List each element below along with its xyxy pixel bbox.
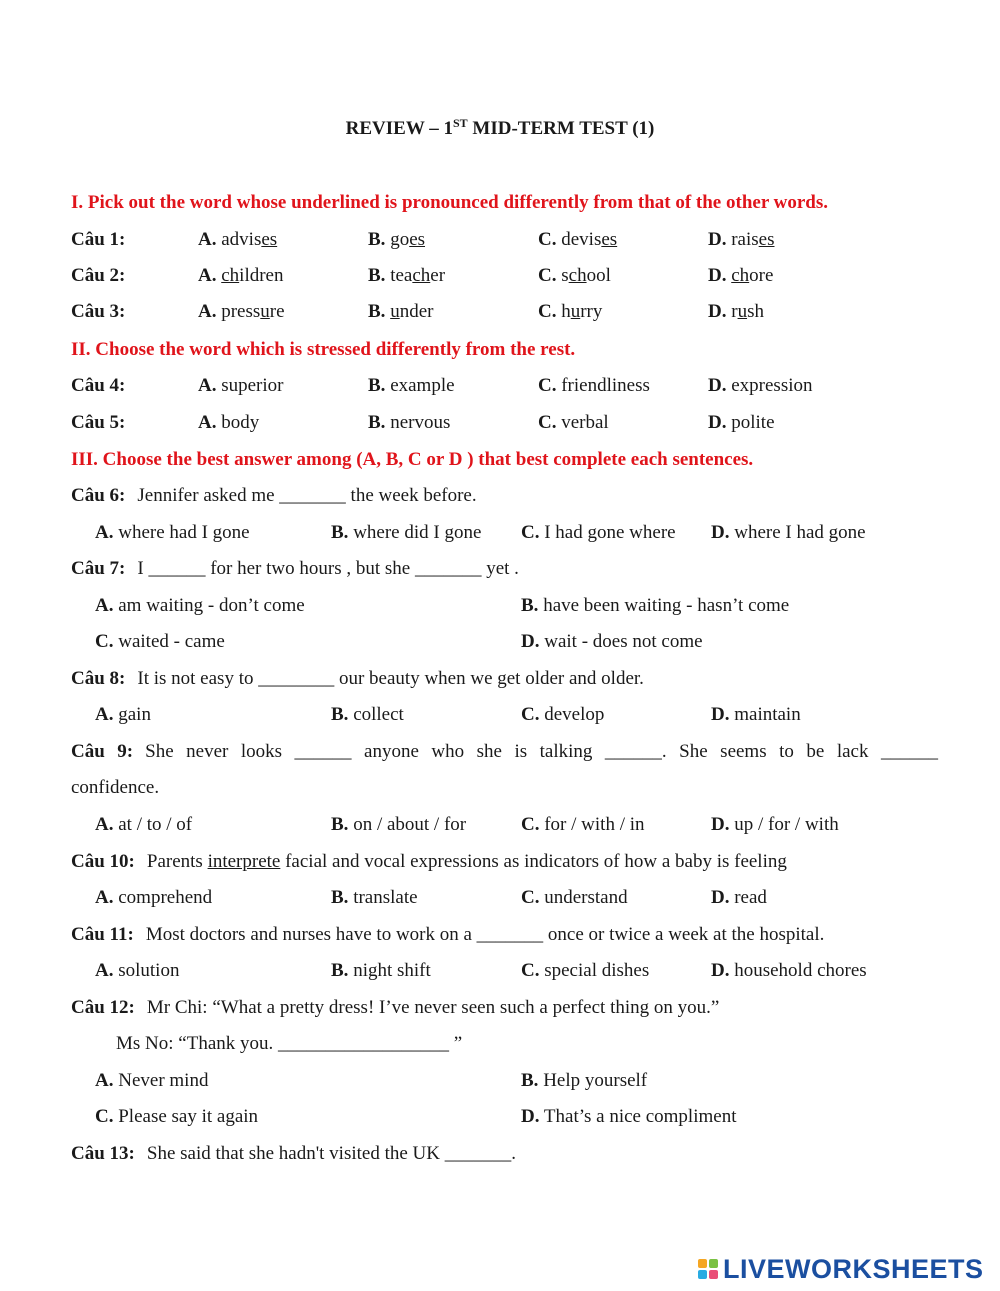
option-d[interactable]: D. maintain [711, 704, 801, 725]
option-b[interactable]: B. under [368, 301, 434, 322]
question-6: Câu 6: Jennifer asked me _______ the week before. [71, 485, 477, 506]
option-b[interactable]: B. on / about / for [331, 814, 467, 835]
option-c[interactable]: C. friendliness [538, 375, 650, 396]
question-8: Câu 8: It is not easy to ________ our beauty when we get older and older. [71, 668, 644, 689]
option-a[interactable]: A. pressure [198, 301, 285, 322]
logo-icon [698, 1259, 718, 1279]
option-d[interactable]: D. chore [708, 265, 774, 286]
question-12: Câu 12: Mr Chi: “What a pretty dress! I’ve never seen such a perfect thing on you.” [71, 997, 720, 1018]
option-a[interactable]: A. solution [95, 960, 180, 981]
question-label: Câu 2: [71, 265, 126, 286]
option-c[interactable]: C. I had gone where [521, 522, 676, 543]
option-c[interactable]: C. Please say it again [95, 1106, 259, 1127]
option-d[interactable]: D. rush [708, 301, 764, 322]
option-d[interactable]: D. up / for / with [711, 814, 839, 835]
question-13: Câu 13: She said that she hadn't visited the UK _______. [71, 1143, 517, 1164]
question-11: Câu 11: Most doctors and nurses have to work on a _______ once or twice a week at the hospital. [71, 924, 825, 945]
option-d[interactable]: D. polite [708, 412, 775, 433]
option-d[interactable]: D. wait - does not come [521, 631, 703, 652]
section-3-heading: III. Choose the best answer among (A, B, C or D ) that best complete each sentences. [71, 449, 754, 470]
option-d[interactable]: D. expression [708, 375, 813, 396]
option-a[interactable]: A. at / to / of [95, 814, 193, 835]
question-9-continued: confidence. [71, 777, 160, 798]
question-label: Câu 1: [71, 229, 126, 250]
option-c[interactable]: C. special dishes [521, 960, 650, 981]
option-b[interactable]: B. example [368, 375, 455, 396]
option-a[interactable]: A. where had I gone [95, 522, 250, 543]
option-d[interactable]: D. household chores [711, 960, 867, 981]
option-a[interactable]: A. body [198, 412, 260, 433]
option-c[interactable]: C. understand [521, 887, 628, 908]
option-a[interactable]: A. gain [95, 704, 151, 725]
option-b[interactable]: B. teacher [368, 265, 446, 286]
section-1-heading: I. Pick out the word whose underlined is pronounced differently from that of the other words. [71, 192, 829, 213]
option-b[interactable]: B. collect [331, 704, 404, 725]
option-b[interactable]: B. have been waiting - hasn’t come [521, 595, 790, 616]
option-b[interactable]: B. where did I gone [331, 522, 482, 543]
option-c[interactable]: C. hurry [538, 301, 603, 322]
option-a[interactable]: A. comprehend [95, 887, 213, 908]
option-c[interactable]: C. devises [538, 229, 618, 250]
option-c[interactable]: C. waited - came [95, 631, 225, 652]
logo-text: LIVEWORKSHEETS [723, 1253, 984, 1284]
option-b[interactable]: B. translate [331, 887, 418, 908]
option-a[interactable]: A. Never mind [95, 1070, 209, 1091]
option-a[interactable]: A. children [198, 265, 284, 286]
question-10: Câu 10: Parents interprete facial and vocal expressions as indicators of how a baby is feeling [71, 851, 787, 872]
option-b[interactable]: B. goes [368, 229, 426, 250]
option-c[interactable]: C. school [538, 265, 611, 286]
option-d[interactable]: D. raises [708, 229, 775, 250]
question-7: Câu 7: I ______ for her two hours , but she _______ yet . [71, 558, 519, 579]
question-label: Câu 5: [71, 412, 126, 433]
question-label: Câu 3: [71, 301, 126, 322]
question-label: Câu 4: [71, 375, 126, 396]
option-b[interactable]: B. night shift [331, 960, 431, 981]
option-a[interactable]: A. am waiting - don’t come [95, 595, 305, 616]
option-a[interactable]: A. superior [198, 375, 284, 396]
option-c[interactable]: C. for / with / in [521, 814, 645, 835]
option-b[interactable]: B. nervous [368, 412, 451, 433]
option-d[interactable]: D. where I had gone [711, 522, 866, 543]
option-a[interactable]: A. advises [198, 229, 278, 250]
option-d[interactable]: D. read [711, 887, 767, 908]
question-9: Câu 9: She never looks ______ anyone who she is talking ______. She seems to be lack ______ [71, 741, 938, 762]
option-c[interactable]: C. develop [521, 704, 605, 725]
page-title: REVIEW – 1ST MID-TERM TEST (1) [345, 116, 655, 139]
liveworksheets-logo [698, 1254, 984, 1284]
question-12-reply: Ms No: “Thank you. __________________ ” [116, 1033, 463, 1054]
option-c[interactable]: C. verbal [538, 412, 609, 433]
section-2-heading: II. Choose the word which is stressed differently from the rest. [71, 339, 576, 360]
option-d[interactable]: D. That’s a nice compliment [521, 1106, 737, 1127]
option-b[interactable]: B. Help yourself [521, 1070, 648, 1091]
